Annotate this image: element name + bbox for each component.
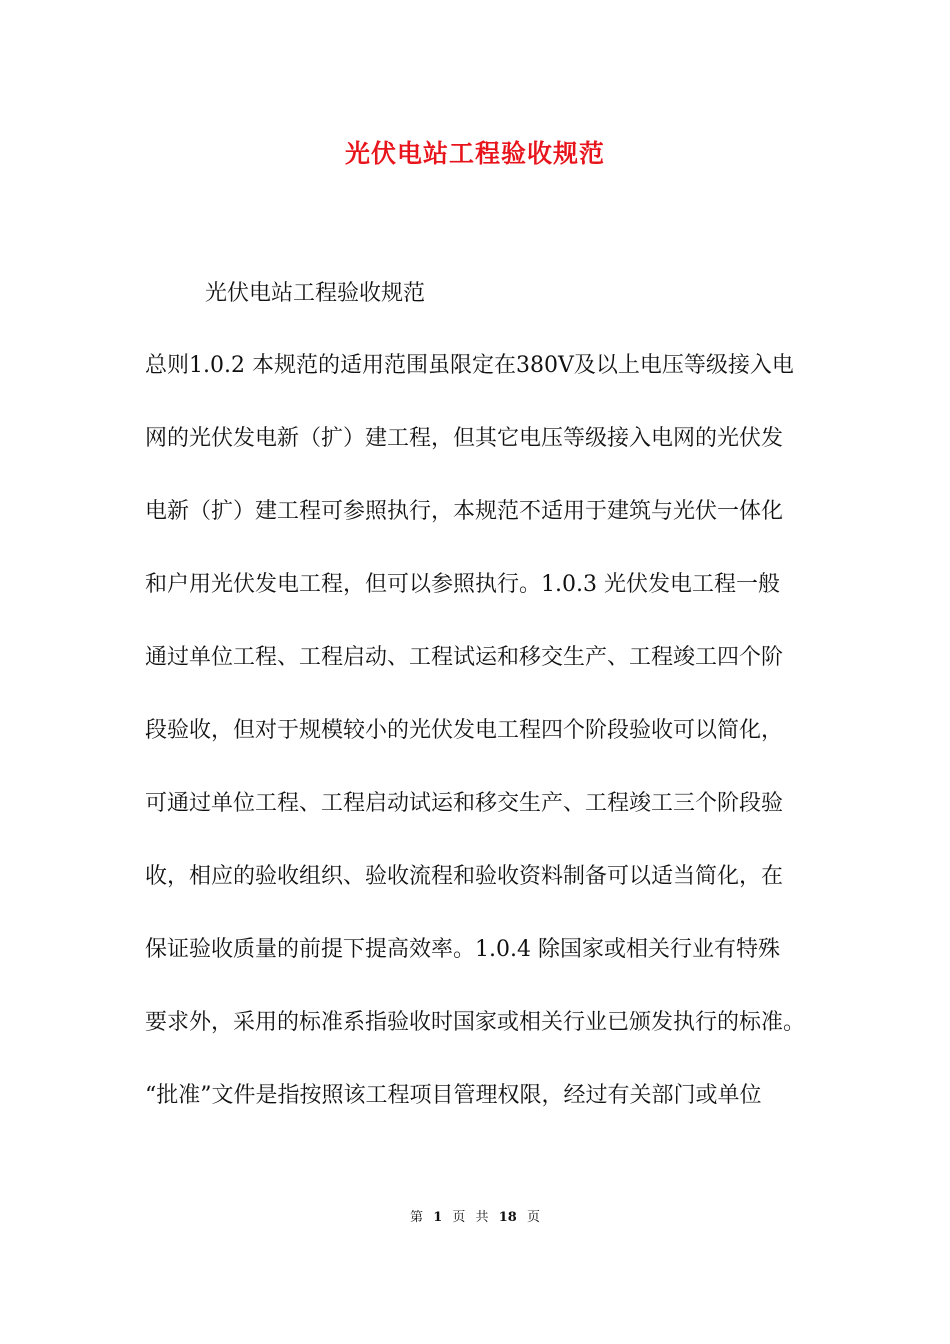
document-title: 光伏电站工程验收规范 [344,139,605,168]
footer-total-pages: 18 [498,1210,517,1225]
body-line: “批准”文件是指按照该工程项目管理权限，经过有关部门或单位 [145,1083,762,1108]
footer-total-word: 共 [475,1210,489,1225]
footer-suffix: 页 [526,1210,540,1225]
body-line: 总则1.0.2 本规范的适用范围虽限定在380V及以上电压等级接入电 [145,353,794,378]
body-line: 电新（扩）建工程可参照执行，本规范不适用于建筑与光伏一体化 [145,499,784,524]
body-line: 收，相应的验收组织、验收流程和验收资料制备可以适当简化，在 [145,864,784,889]
footer-page-number: 1 [433,1210,443,1225]
document-body [145,350,825,1153]
body-line: 段验收，但对于规模较小的光伏发电工程四个阶段验收可以简化， [145,718,784,743]
page-footer [0,1209,950,1227]
body-line: 和户用光伏发电工程，但可以参照执行。1.0.3 光伏发电工程一般 [145,572,780,597]
body-line: 通过单位工程、工程启动、工程试运和移交生产、工程竣工四个阶 [145,645,784,670]
body-line: 保证验收质量的前提下提高效率。1.0.4 除国家或相关行业有特殊 [145,937,780,962]
body-line: 可通过单位工程、工程启动试运和移交生产、工程竣工三个阶段验 [145,791,784,816]
footer-prefix: 第 [410,1210,424,1225]
footer-page-word: 页 [452,1210,466,1225]
document-subtitle: 光伏电站工程验收规范 [205,281,426,306]
body-line: 网的光伏发电新（扩）建工程，但其它电压等级接入电网的光伏发 [145,426,784,451]
body-line: 要求外，采用的标准系指验收时国家或相关行业已颁发执行的标准。 [145,1010,806,1035]
